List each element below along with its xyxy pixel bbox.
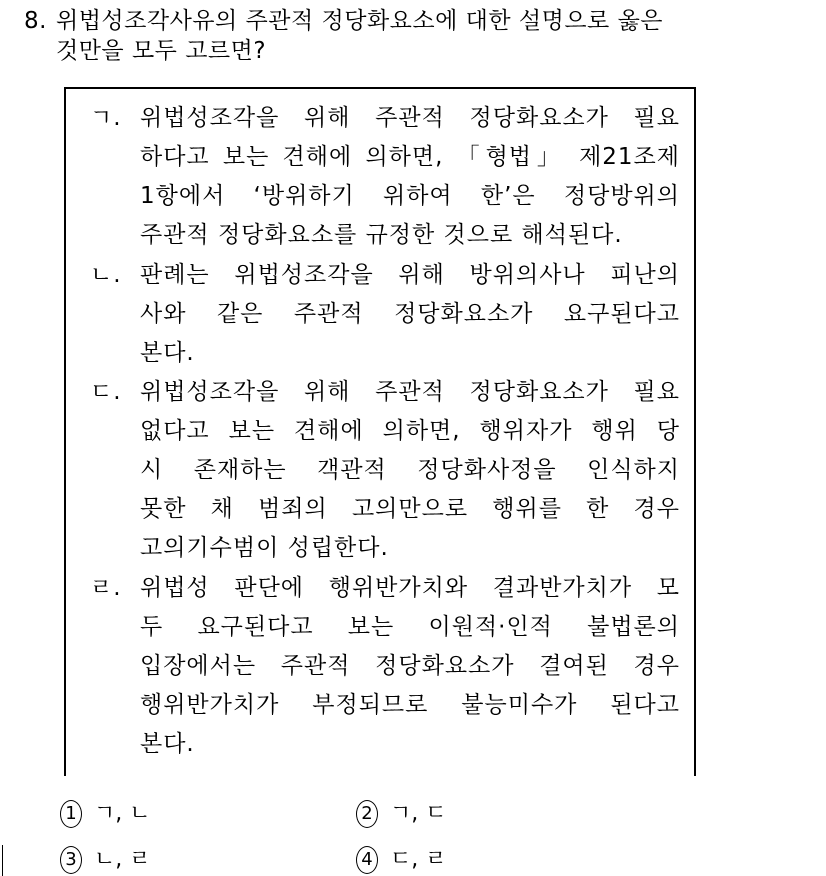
statement-line: 시 존재하는 객관적 정당화사정을 인식하지 (140, 457, 680, 483)
statement-line: 입장에서는 주관적 정당화요소가 결여된 경우 (140, 653, 680, 679)
statement-marker: ㄷ. (90, 379, 122, 405)
statement-box (64, 87, 696, 776)
statement-line: 못한 채 범죄의 고의만으로 행위를 한 경우 (140, 496, 680, 522)
statement-line: 없다고 보는 견해에 의하면, 행위자가 행위 당 (140, 418, 680, 444)
statement-line: 하다고 보는 견해에 의하면, 「형법」 제21조제 (140, 144, 680, 170)
statement-line: 위법성조각을 위해 주관적 정당화요소가 필요 (140, 379, 680, 405)
choice-1[interactable] (60, 800, 151, 828)
question-text-2: 것만을 모두 고르면? (56, 38, 267, 64)
statement-line: 사와 같은 주관적 정당화요소가 요구된다고 (140, 301, 680, 327)
choice-number-circle: 2 (356, 800, 378, 828)
statement-line: 1항에서 ‘방위하기 위하여 한’은 정당방위의 (140, 183, 680, 209)
choice-text: ㄱ, ㄴ (94, 801, 151, 826)
statement-a (90, 99, 680, 255)
choice-number-circle: 1 (60, 800, 82, 828)
question-line-1 (24, 6, 784, 36)
statement-d (90, 569, 680, 764)
question-number: 8. (24, 8, 47, 34)
statement-line: 본다. (140, 340, 195, 366)
choice-2[interactable] (356, 800, 447, 828)
choice-number-circle: 4 (356, 846, 378, 874)
statement-c (90, 373, 680, 568)
statement-marker: ㄱ. (90, 105, 122, 131)
choice-number-circle: 3 (60, 846, 82, 874)
statement-line: 위법성조각을 위해 주관적 정당화요소가 필요 (140, 105, 680, 131)
question-stem (24, 6, 784, 66)
statement-marker: ㄹ. (90, 575, 122, 601)
page-edge-divider (2, 845, 3, 876)
choice-text: ㄷ, ㄹ (390, 847, 447, 872)
choice-3[interactable] (60, 846, 151, 874)
statement-line: 두 요구된다고 보는 이원적·인적 불법론의 (140, 614, 680, 640)
statement-b (90, 256, 680, 373)
statement-line: 판례는 위법성조각을 위해 방위의사나 피난의 (140, 262, 680, 288)
statement-line: 위법성 판단에 행위반가치와 결과반가치가 모 (140, 575, 680, 601)
choice-text: ㄴ, ㄹ (94, 847, 151, 872)
choice-text: ㄱ, ㄷ (390, 801, 447, 826)
statement-line: 본다. (140, 731, 195, 757)
statement-marker: ㄴ. (90, 262, 122, 288)
choice-4[interactable] (356, 846, 447, 874)
statement-line: 주관적 정당화요소를 규정한 것으로 해석된다. (140, 222, 623, 248)
statement-line: 행위반가치가 부정되므로 불능미수가 된다고 (140, 692, 680, 718)
question-text-1: 위법성조각사유의 주관적 정당화요소에 대한 설명으로 옳은 (56, 8, 664, 34)
statement-line: 고의기수범이 성립한다. (140, 535, 389, 561)
